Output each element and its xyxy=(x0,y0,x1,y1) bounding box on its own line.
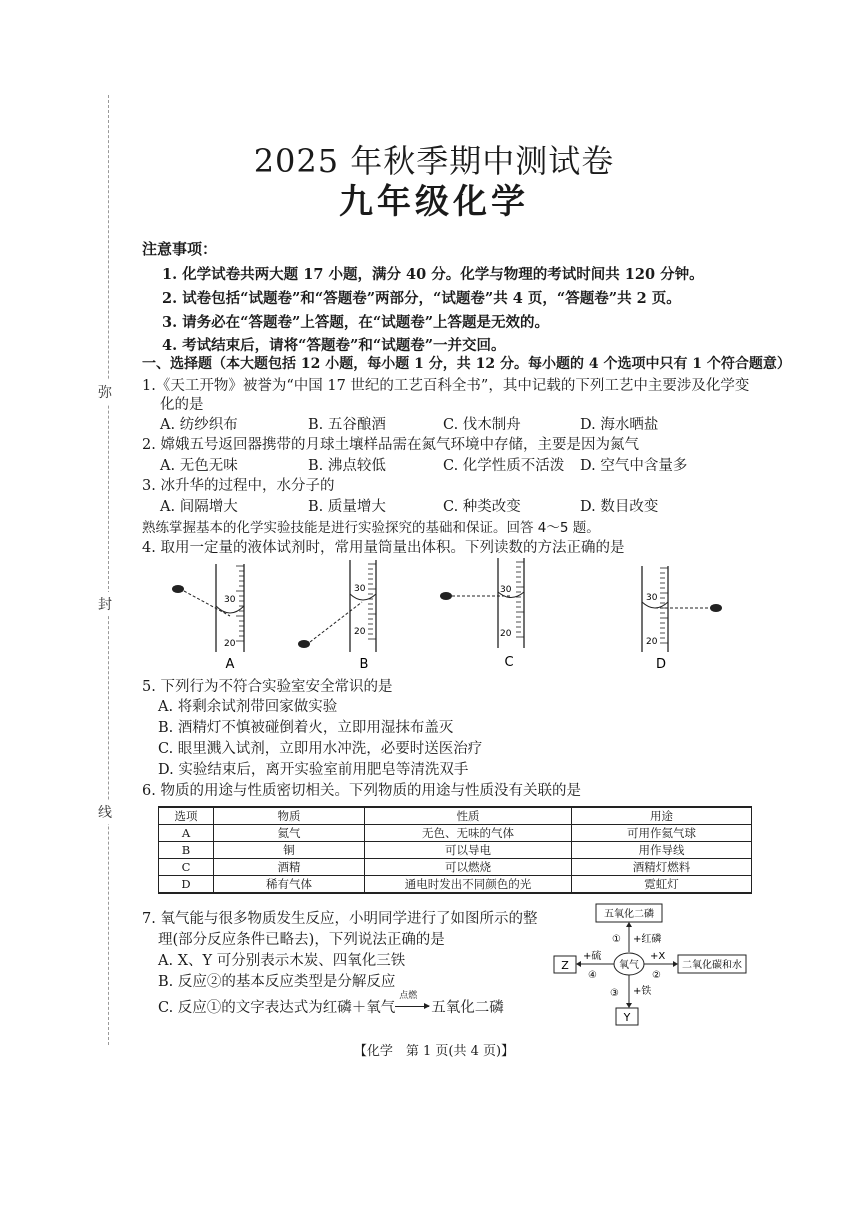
q3-options xyxy=(160,495,760,515)
diagram-bottom-label: +铁 xyxy=(633,986,652,997)
table-row xyxy=(159,876,752,894)
q1-stem-line2: 化的是 xyxy=(160,397,204,413)
q7-reaction-diagram xyxy=(548,902,748,1028)
q1-option-b: B. 五谷酿酒 xyxy=(308,417,386,433)
cylinder-label-a: A xyxy=(225,657,235,672)
exam-title: 2025 年秋季期中测试卷 xyxy=(253,142,615,180)
q7-option-a: A. X、Y 可分别表示木炭、四氧化三铁 xyxy=(158,953,406,969)
q3-option-d: D. 数目改变 xyxy=(580,499,659,515)
cylinder-a-tick-30: 30 xyxy=(224,595,236,605)
section-1-heading: 一、选择题（本大题包括 12 小题，每小题 1 分，共 12 分。每小题的 4 个选项中只有 1 个符合题意） xyxy=(142,356,791,372)
q7-option-b: B. 反应②的基本反应类型是分解反应 xyxy=(158,974,396,990)
q5-option-a: A. 将剩余试剂带回家做实验 xyxy=(158,699,338,715)
diagram-center: 氧气 xyxy=(619,960,639,971)
diagram-right-num: ② xyxy=(652,970,661,981)
cylinder-b xyxy=(298,560,376,652)
table-header-option: 选项 xyxy=(159,807,214,825)
side-label-mi: 弥 xyxy=(98,380,112,404)
table-cell: 可以导电 xyxy=(365,842,572,859)
q1-option-c: C. 伐木制舟 xyxy=(443,417,521,433)
table-row xyxy=(159,825,752,842)
q3-stem: 3. 冰升华的过程中，水分子的 xyxy=(142,478,335,494)
notice-heading: 注意事项： xyxy=(142,240,218,258)
q5-stem: 5. 下列行为不符合实验室安全常识的是 xyxy=(142,679,393,695)
table-header-substance: 物质 xyxy=(214,807,365,825)
q7-option-c xyxy=(158,991,504,1017)
cylinder-c-tick-20: 20 xyxy=(500,629,512,639)
q7-stem-line1: 7. 氧气能与很多物质发生反应，小明同学进行了如图所示的整 xyxy=(142,911,538,927)
q6-table xyxy=(158,806,752,894)
diagram-top-box: 五氧化二磷 xyxy=(604,909,654,920)
table-cell: B xyxy=(159,842,214,859)
table-header-property: 性质 xyxy=(365,807,572,825)
page-footer: 【化学 第 1 页(共 4 页)】 xyxy=(353,1044,515,1059)
eye-icon-a xyxy=(172,585,184,593)
table-cell: A xyxy=(159,825,214,842)
cylinder-b-tick-20: 20 xyxy=(354,627,366,637)
cylinder-d xyxy=(642,566,722,652)
cylinder-b-tick-30: 30 xyxy=(354,584,366,594)
eye-icon-d xyxy=(710,604,722,612)
q1-stem-line1: 1.《天工开物》被誉为“中国 17 世纪的工艺百科全书”，其中记载的下列工艺中主要涉及化学变 xyxy=(142,378,750,394)
diagram-left-num: ④ xyxy=(588,970,597,981)
side-label-xian: 线 xyxy=(98,800,112,824)
q2-options xyxy=(160,454,760,474)
q7-option-c-text: C. 反应①的文字表达式为红磷＋氧气 xyxy=(158,1000,396,1016)
table-cell: 酒精 xyxy=(214,859,365,876)
q4-5-intro: 熟练掌握基本的化学实验技能是进行实验探究的基础和保证。回答 4～5 题。 xyxy=(142,520,600,536)
q5-option-b: B. 酒精灯不慎被碰倒着火，立即用湿抹布盖灭 xyxy=(158,720,454,736)
cylinder-c xyxy=(440,558,524,648)
cylinder-a xyxy=(172,564,244,652)
table-cell: 铜 xyxy=(214,842,365,859)
q2-stem: 2. 嫦娥五号返回器携带的月球土壤样品需在氮气环境中存储，主要是因为氮气 xyxy=(142,437,639,453)
diagram-bottom-box: Y xyxy=(623,1011,631,1024)
notice-item-4: 4. 考试结束后，请将“答题卷”和“试题卷”一并交回。 xyxy=(162,337,506,354)
cylinder-d-tick-30: 30 xyxy=(646,593,658,603)
q1-option-a: A. 纺纱织布 xyxy=(160,417,238,433)
q7-option-c-product: 五氧化二磷 xyxy=(431,1000,504,1016)
table-cell: 无色、无味的气体 xyxy=(365,825,572,842)
cylinder-d-tick-20: 20 xyxy=(646,637,658,647)
table-cell: 通电时发出不同颜色的光 xyxy=(365,876,572,894)
q1-options xyxy=(160,413,760,433)
side-label-feng: 封 xyxy=(98,592,112,616)
table-cell: 霓虹灯 xyxy=(572,876,752,894)
q4-stem: 4. 取用一定量的液体试剂时，常用量筒量出体积。下列读数的方法正确的是 xyxy=(142,540,625,556)
table-cell: 用作导线 xyxy=(572,842,752,859)
cylinder-label-d: D xyxy=(655,657,667,672)
diagram-top-num: ① xyxy=(612,934,621,945)
q6-stem: 6. 物质的用途与性质密切相关。下列物质的用途与性质没有关联的是 xyxy=(142,783,581,799)
cylinder-label-b: B xyxy=(359,657,369,672)
q3-option-a: A. 间隔增大 xyxy=(160,499,238,515)
table-cell: 酒精灯燃料 xyxy=(572,859,752,876)
table-cell: 可以燃烧 xyxy=(365,859,572,876)
q5-option-c: C. 眼里溅入试剂，立即用水冲洗，必要时送医治疗 xyxy=(158,741,483,757)
q2-option-c: C. 化学性质不活泼 xyxy=(443,458,565,474)
table-cell: 可用作氦气球 xyxy=(572,825,752,842)
cylinder-label-c: C xyxy=(504,655,514,670)
table-cell: D xyxy=(159,876,214,894)
diagram-left-box: Z xyxy=(561,959,569,972)
q7-stem-line2: 理(部分反应条件已略去)，下列说法正确的是 xyxy=(158,932,445,948)
table-cell: 稀有气体 xyxy=(214,876,365,894)
binding-line xyxy=(108,95,109,1045)
diagram-right-box: 二氧化碳和水 xyxy=(682,960,742,971)
q2-option-b: B. 沸点较低 xyxy=(308,458,386,474)
q2-option-a: A. 无色无味 xyxy=(160,458,238,474)
eye-icon-c xyxy=(440,592,452,600)
table-cell: C xyxy=(159,859,214,876)
q3-option-c: C. 种类改变 xyxy=(443,499,521,515)
q7-reaction-arrow xyxy=(395,991,431,1012)
q4-cylinders-figure xyxy=(150,556,750,672)
eye-icon-b xyxy=(298,640,310,648)
cylinder-c-tick-30: 30 xyxy=(500,585,512,595)
diagram-top-label: +红磷 xyxy=(633,934,662,945)
diagram-right-label: +X xyxy=(650,951,666,962)
table-header-row xyxy=(159,807,752,825)
q2-option-d: D. 空气中含量多 xyxy=(580,458,688,474)
q5-option-d: D. 实验结束后，离开实验室前用肥皂等清洗双手 xyxy=(158,762,469,778)
table-row xyxy=(159,859,752,876)
notice-item-1: 1. 化学试卷共两大题 17 小题，满分 40 分。化学与物理的考试时间共 120 分钟。 xyxy=(162,266,704,283)
exam-subtitle: 九年级化学 xyxy=(339,182,529,222)
diagram-bottom-num: ③ xyxy=(610,988,619,999)
notice-item-2: 2. 试卷包括“试题卷”和“答题卷”两部分，“试题卷”共 4 页，“答题卷”共 2 页。 xyxy=(162,290,681,307)
cylinder-a-tick-20: 20 xyxy=(224,639,236,649)
q7-condition: 点燃 xyxy=(399,991,418,1001)
q1-option-d: D. 海水晒盐 xyxy=(580,417,659,433)
q3-option-b: B. 质量增大 xyxy=(308,499,386,515)
diagram-left-label: +硫 xyxy=(583,951,602,962)
table-header-use: 用途 xyxy=(572,807,752,825)
table-row xyxy=(159,842,752,859)
notice-item-3: 3. 请务必在“答题卷”上答题，在“试题卷”上答题是无效的。 xyxy=(162,314,550,331)
table-cell: 氦气 xyxy=(214,825,365,842)
